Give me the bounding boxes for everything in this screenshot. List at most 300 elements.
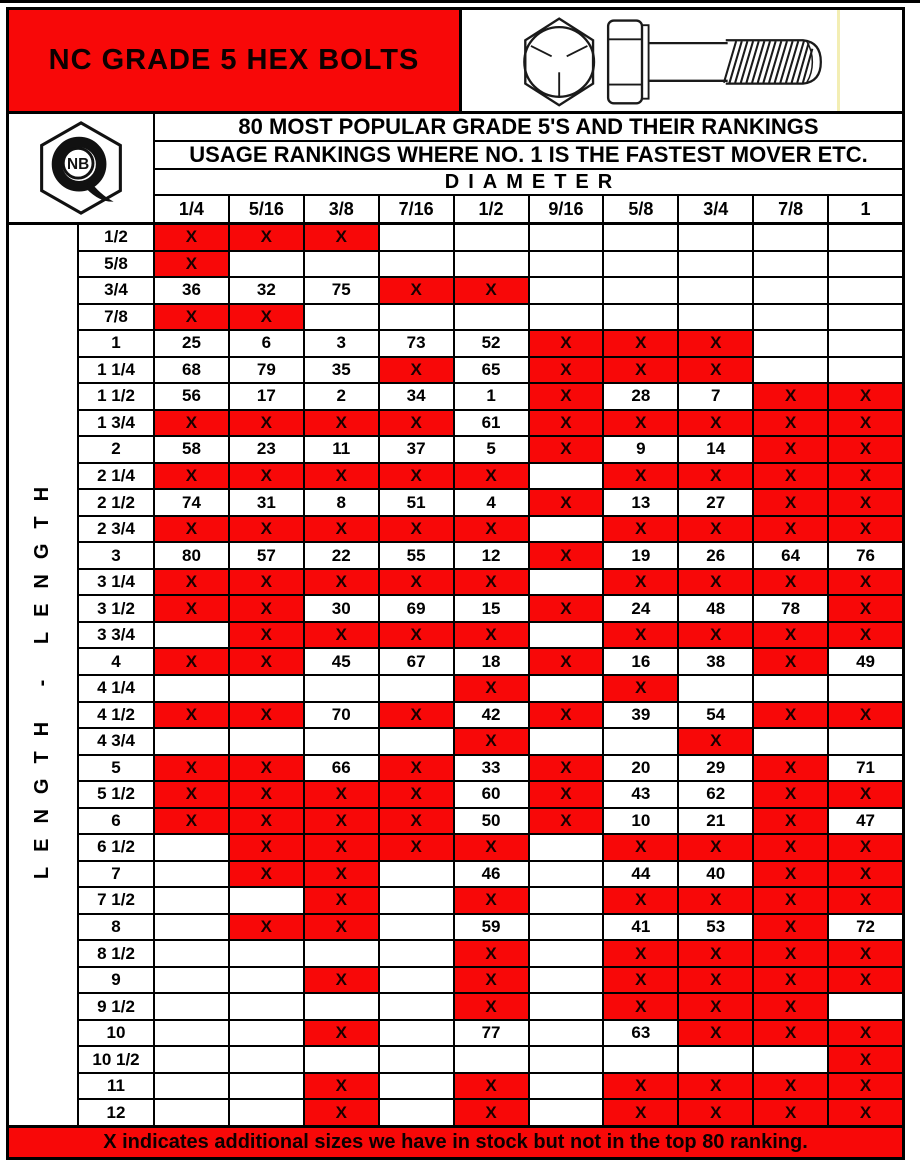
stock-x-cell: X — [829, 782, 902, 807]
nb-monogram: NB — [67, 155, 90, 173]
stock-x-cell: X — [679, 994, 752, 1019]
empty-cell — [530, 464, 603, 489]
stock-x-cell: X — [679, 358, 752, 383]
rank-cell: 48 — [679, 596, 752, 621]
diameter-header: 9/16 — [530, 196, 603, 222]
stock-x-cell: X — [230, 756, 303, 781]
rank-cell: 76 — [829, 543, 902, 568]
stock-x-cell: X — [604, 358, 677, 383]
stock-x-cell: X — [380, 464, 453, 489]
empty-cell — [679, 252, 752, 277]
bolt-illustration-cell — [462, 10, 902, 111]
empty-cell — [380, 915, 453, 940]
stock-x-cell: X — [604, 623, 677, 648]
rank-cell: 10 — [604, 809, 677, 834]
rankings-grid — [79, 225, 902, 1125]
empty-cell — [380, 676, 453, 701]
stock-x-cell: X — [754, 994, 827, 1019]
stock-x-cell: X — [829, 1021, 902, 1046]
length-label: 4 1/4 — [79, 676, 153, 701]
length-label: 1 3/4 — [79, 411, 153, 436]
empty-cell — [530, 305, 603, 330]
stock-x-cell: X — [754, 915, 827, 940]
empty-cell — [155, 862, 228, 887]
stock-x-cell: X — [455, 278, 528, 303]
stock-x-cell: X — [455, 676, 528, 701]
rank-cell: 16 — [604, 649, 677, 674]
stock-x-cell: X — [679, 835, 752, 860]
rank-cell: 49 — [829, 649, 902, 674]
rank-cell: 72 — [829, 915, 902, 940]
rank-cell: 71 — [829, 756, 902, 781]
stock-x-cell: X — [380, 358, 453, 383]
rank-cell: 67 — [380, 649, 453, 674]
stock-x-cell: X — [754, 1021, 827, 1046]
stock-x-cell: X — [230, 915, 303, 940]
empty-cell — [604, 225, 677, 250]
empty-cell — [305, 1047, 378, 1072]
rank-cell: 66 — [305, 756, 378, 781]
stock-x-cell: X — [829, 835, 902, 860]
length-label: 1 — [79, 331, 153, 356]
empty-cell — [530, 1074, 603, 1099]
diameter-header: 3/8 — [305, 196, 378, 222]
stock-x-cell: X — [754, 968, 827, 993]
stock-x-cell: X — [679, 411, 752, 436]
stock-x-cell: X — [530, 543, 603, 568]
empty-cell — [530, 517, 603, 542]
empty-cell — [679, 1047, 752, 1072]
stock-x-cell: X — [604, 1074, 677, 1099]
stock-x-cell: X — [455, 968, 528, 993]
stock-x-cell: X — [829, 703, 902, 728]
empty-cell — [305, 729, 378, 754]
stock-x-cell: X — [305, 411, 378, 436]
empty-cell — [155, 1074, 228, 1099]
empty-cell — [380, 1047, 453, 1072]
stock-x-cell: X — [155, 782, 228, 807]
stock-x-cell: X — [305, 1074, 378, 1099]
stock-x-cell: X — [305, 570, 378, 595]
stock-x-cell: X — [679, 968, 752, 993]
rank-cell: 30 — [305, 596, 378, 621]
stock-x-cell: X — [604, 968, 677, 993]
stock-x-cell: X — [230, 623, 303, 648]
rank-cell: 28 — [604, 384, 677, 409]
empty-cell — [155, 968, 228, 993]
rank-cell: 75 — [305, 278, 378, 303]
stock-x-cell: X — [530, 782, 603, 807]
stock-x-cell: X — [754, 835, 827, 860]
rank-cell: 27 — [679, 490, 752, 515]
stock-x-cell: X — [155, 703, 228, 728]
empty-cell — [530, 888, 603, 913]
stock-x-cell: X — [754, 703, 827, 728]
empty-cell — [530, 1047, 603, 1072]
empty-cell — [155, 623, 228, 648]
empty-cell — [530, 941, 603, 966]
empty-cell — [530, 623, 603, 648]
length-label: 2 1/2 — [79, 490, 153, 515]
bolt-ranking-sheet — [6, 7, 905, 1160]
diameter-header: 1/2 — [455, 196, 528, 222]
length-label: 10 1/2 — [79, 1047, 153, 1072]
stock-x-cell: X — [754, 941, 827, 966]
empty-cell — [679, 225, 752, 250]
rank-cell: 39 — [604, 703, 677, 728]
stock-x-cell: X — [305, 809, 378, 834]
stock-x-cell: X — [829, 862, 902, 887]
rank-cell: 11 — [305, 437, 378, 462]
empty-cell — [679, 278, 752, 303]
diameter-header: 1 — [829, 196, 902, 222]
rank-cell: 14 — [679, 437, 752, 462]
rank-cell: 24 — [604, 596, 677, 621]
stock-x-cell: X — [829, 623, 902, 648]
rank-cell: 52 — [455, 331, 528, 356]
rank-cell: 70 — [305, 703, 378, 728]
stock-x-cell: X — [679, 729, 752, 754]
stock-x-cell: X — [530, 809, 603, 834]
empty-cell — [230, 888, 303, 913]
rank-cell: 34 — [380, 384, 453, 409]
length-label: 3 1/2 — [79, 596, 153, 621]
rank-cell: 37 — [380, 437, 453, 462]
diameter-header-row — [155, 196, 902, 222]
diameter-header: 7/16 — [380, 196, 453, 222]
length-label: 5/8 — [79, 252, 153, 277]
stock-x-cell: X — [305, 1021, 378, 1046]
stock-x-cell: X — [380, 756, 453, 781]
length-label: 3 1/4 — [79, 570, 153, 595]
stock-x-cell: X — [829, 888, 902, 913]
stock-x-cell: X — [754, 888, 827, 913]
stock-x-cell: X — [155, 517, 228, 542]
table-body — [9, 225, 902, 1125]
empty-cell — [155, 915, 228, 940]
rank-cell: 42 — [455, 703, 528, 728]
length-label: 8 1/2 — [79, 941, 153, 966]
header-line-1: 80 MOST POPULAR GRADE 5'S AND THEIR RANKINGS — [155, 114, 902, 142]
footer-note: X indicates additional sizes we have in stock but not in the top 80 ranking. — [103, 1131, 808, 1153]
header-rows — [155, 114, 902, 222]
stock-x-cell: X — [604, 941, 677, 966]
stock-x-cell: X — [829, 941, 902, 966]
empty-cell — [230, 729, 303, 754]
rank-cell: 20 — [604, 756, 677, 781]
stock-x-cell: X — [380, 835, 453, 860]
empty-cell — [380, 888, 453, 913]
footer-banner — [9, 1125, 902, 1157]
empty-cell — [380, 994, 453, 1019]
stock-x-cell: X — [455, 570, 528, 595]
stock-x-cell: X — [455, 623, 528, 648]
length-label: 1 1/2 — [79, 384, 153, 409]
stock-x-cell: X — [679, 331, 752, 356]
title-banner — [9, 10, 462, 111]
rank-cell: 46 — [455, 862, 528, 887]
empty-cell — [679, 305, 752, 330]
rank-cell: 21 — [679, 809, 752, 834]
stock-x-cell: X — [604, 676, 677, 701]
rank-cell: 57 — [230, 543, 303, 568]
rank-cell: 3 — [305, 331, 378, 356]
stock-x-cell: X — [604, 835, 677, 860]
stock-x-cell: X — [305, 225, 378, 250]
empty-cell — [380, 941, 453, 966]
rank-cell: 12 — [455, 543, 528, 568]
rank-cell: 58 — [155, 437, 228, 462]
stock-x-cell: X — [754, 517, 827, 542]
empty-cell — [155, 676, 228, 701]
rank-cell: 2 — [305, 384, 378, 409]
stock-x-cell: X — [829, 1074, 902, 1099]
stock-x-cell: X — [380, 517, 453, 542]
length-label: 3/4 — [79, 278, 153, 303]
rank-cell: 50 — [455, 809, 528, 834]
stock-x-cell: X — [455, 1100, 528, 1125]
empty-cell — [155, 994, 228, 1019]
stock-x-cell: X — [230, 649, 303, 674]
stock-x-cell: X — [155, 225, 228, 250]
stock-x-cell: X — [754, 756, 827, 781]
rank-cell: 69 — [380, 596, 453, 621]
empty-cell — [380, 862, 453, 887]
stock-x-cell: X — [230, 225, 303, 250]
empty-cell — [754, 225, 827, 250]
empty-cell — [380, 225, 453, 250]
stock-x-cell: X — [754, 384, 827, 409]
empty-cell — [455, 225, 528, 250]
empty-cell — [230, 252, 303, 277]
empty-cell — [829, 729, 902, 754]
empty-cell — [380, 968, 453, 993]
stock-x-cell: X — [679, 888, 752, 913]
rank-cell: 45 — [305, 649, 378, 674]
stock-x-cell: X — [530, 331, 603, 356]
length-label: 10 — [79, 1021, 153, 1046]
empty-cell — [530, 1021, 603, 1046]
rank-cell: 78 — [754, 596, 827, 621]
rank-cell: 13 — [604, 490, 677, 515]
rank-cell: 18 — [455, 649, 528, 674]
stock-x-cell: X — [754, 1074, 827, 1099]
stock-x-cell: X — [679, 1074, 752, 1099]
empty-cell — [754, 1047, 827, 1072]
empty-cell — [455, 1047, 528, 1072]
stock-x-cell: X — [305, 888, 378, 913]
rank-cell: 17 — [230, 384, 303, 409]
empty-cell — [754, 252, 827, 277]
stock-x-cell: X — [829, 437, 902, 462]
rank-cell: 6 — [230, 331, 303, 356]
stock-x-cell: X — [530, 411, 603, 436]
stock-x-cell: X — [829, 570, 902, 595]
title-row — [9, 10, 902, 114]
length-label: 3 3/4 — [79, 623, 153, 648]
header-line-2: USAGE RANKINGS WHERE NO. 1 IS THE FASTEST MOVER ETC. — [155, 142, 902, 170]
stock-x-cell: X — [380, 703, 453, 728]
scan-artifact-line — [837, 10, 840, 111]
stock-x-cell: X — [305, 517, 378, 542]
empty-cell — [530, 862, 603, 887]
stock-x-cell: X — [679, 517, 752, 542]
diameter-axis-label: DIAMETER — [155, 170, 902, 196]
stock-x-cell: X — [230, 411, 303, 436]
length-label: 3 — [79, 543, 153, 568]
empty-cell — [530, 252, 603, 277]
length-axis-label: LENGTH - LENGTH — [31, 471, 54, 879]
empty-cell — [305, 941, 378, 966]
stock-x-cell: X — [155, 252, 228, 277]
rank-cell: 5 — [455, 437, 528, 462]
diameter-header: 5/8 — [604, 196, 677, 222]
stock-x-cell: X — [754, 649, 827, 674]
length-label: 2 — [79, 437, 153, 462]
rank-cell: 59 — [455, 915, 528, 940]
rank-cell: 61 — [455, 411, 528, 436]
empty-cell — [754, 676, 827, 701]
length-label: 2 1/4 — [79, 464, 153, 489]
empty-cell — [305, 676, 378, 701]
stock-x-cell: X — [155, 570, 228, 595]
empty-cell — [305, 252, 378, 277]
stock-x-cell: X — [305, 1100, 378, 1125]
stock-x-cell: X — [380, 809, 453, 834]
empty-cell — [829, 331, 902, 356]
empty-cell — [604, 278, 677, 303]
empty-cell — [530, 676, 603, 701]
empty-cell — [380, 252, 453, 277]
stock-x-cell: X — [829, 411, 902, 436]
length-label: 6 — [79, 809, 153, 834]
empty-cell — [754, 278, 827, 303]
empty-cell — [230, 676, 303, 701]
empty-cell — [380, 1100, 453, 1125]
stock-x-cell: X — [604, 411, 677, 436]
length-label: 2 3/4 — [79, 517, 153, 542]
empty-cell — [829, 252, 902, 277]
rank-cell: 19 — [604, 543, 677, 568]
length-label: 4 1/2 — [79, 703, 153, 728]
nb-quality-logo-icon — [33, 120, 129, 216]
stock-x-cell: X — [155, 411, 228, 436]
empty-cell — [530, 915, 603, 940]
stock-x-cell: X — [455, 1074, 528, 1099]
rank-cell: 7 — [679, 384, 752, 409]
rank-cell: 68 — [155, 358, 228, 383]
empty-cell — [530, 570, 603, 595]
rank-cell: 79 — [230, 358, 303, 383]
rank-cell: 9 — [604, 437, 677, 462]
rank-cell: 60 — [455, 782, 528, 807]
rank-cell: 63 — [604, 1021, 677, 1046]
length-label: 12 — [79, 1100, 153, 1125]
stock-x-cell: X — [754, 437, 827, 462]
empty-cell — [754, 729, 827, 754]
header-block — [9, 114, 902, 225]
stock-x-cell: X — [230, 703, 303, 728]
rank-cell: 1 — [455, 384, 528, 409]
length-label: 9 — [79, 968, 153, 993]
empty-cell — [380, 1074, 453, 1099]
rank-cell: 73 — [380, 331, 453, 356]
page-top-rule — [0, 0, 920, 3]
rank-cell: 44 — [604, 862, 677, 887]
empty-cell — [155, 941, 228, 966]
rank-cell: 33 — [455, 756, 528, 781]
rank-cell: 38 — [679, 649, 752, 674]
rank-cell: 8 — [305, 490, 378, 515]
rank-cell: 43 — [604, 782, 677, 807]
length-axis-band — [9, 225, 79, 1125]
empty-cell — [829, 358, 902, 383]
empty-cell — [230, 1021, 303, 1046]
stock-x-cell: X — [679, 1100, 752, 1125]
empty-cell — [380, 1021, 453, 1046]
stock-x-cell: X — [679, 623, 752, 648]
length-label: 5 — [79, 756, 153, 781]
rank-cell: 47 — [829, 809, 902, 834]
stock-x-cell: X — [679, 570, 752, 595]
empty-cell — [155, 1021, 228, 1046]
stock-x-cell: X — [305, 782, 378, 807]
length-label: 7/8 — [79, 305, 153, 330]
stock-x-cell: X — [455, 729, 528, 754]
rank-cell: 29 — [679, 756, 752, 781]
rank-cell: 64 — [754, 543, 827, 568]
empty-cell — [604, 1047, 677, 1072]
stock-x-cell: X — [380, 411, 453, 436]
empty-cell — [155, 835, 228, 860]
diameter-header: 3/4 — [679, 196, 752, 222]
empty-cell — [230, 941, 303, 966]
rank-cell: 25 — [155, 331, 228, 356]
empty-cell — [530, 1100, 603, 1125]
stock-x-cell: X — [679, 464, 752, 489]
rank-cell: 26 — [679, 543, 752, 568]
stock-x-cell: X — [230, 596, 303, 621]
stock-x-cell: X — [604, 570, 677, 595]
stock-x-cell: X — [604, 994, 677, 1019]
stock-x-cell: X — [604, 331, 677, 356]
empty-cell — [604, 252, 677, 277]
stock-x-cell: X — [455, 835, 528, 860]
stock-x-cell: X — [754, 623, 827, 648]
rank-cell: 41 — [604, 915, 677, 940]
empty-cell — [230, 994, 303, 1019]
empty-cell — [829, 225, 902, 250]
stock-x-cell: X — [754, 570, 827, 595]
length-label: 7 1/2 — [79, 888, 153, 913]
rank-cell: 65 — [455, 358, 528, 383]
stock-x-cell: X — [230, 570, 303, 595]
length-label: 7 — [79, 862, 153, 887]
stock-x-cell: X — [530, 490, 603, 515]
stock-x-cell: X — [380, 278, 453, 303]
stock-x-cell: X — [230, 305, 303, 330]
rank-cell: 32 — [230, 278, 303, 303]
rank-cell: 31 — [230, 490, 303, 515]
stock-x-cell: X — [530, 437, 603, 462]
empty-cell — [155, 729, 228, 754]
stock-x-cell: X — [230, 835, 303, 860]
empty-cell — [530, 835, 603, 860]
stock-x-cell: X — [530, 358, 603, 383]
stock-x-cell: X — [604, 888, 677, 913]
stock-x-cell: X — [530, 703, 603, 728]
stock-x-cell: X — [530, 384, 603, 409]
